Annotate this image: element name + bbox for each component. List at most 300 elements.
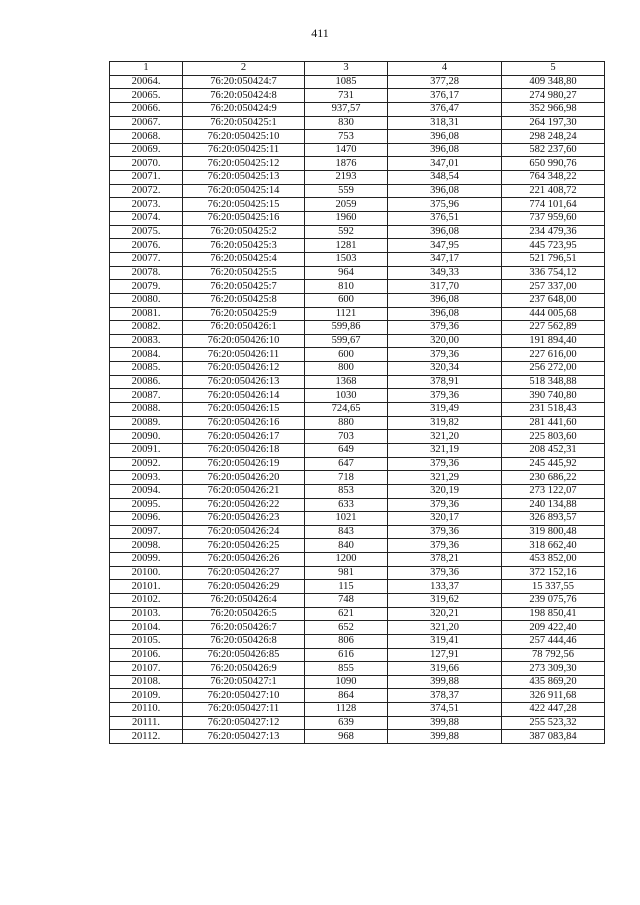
cell-area: 599,67 — [305, 334, 388, 348]
cell-row-number: 20085. — [110, 362, 183, 376]
table-row — [110, 566, 605, 580]
cell-rate: 321,29 — [388, 471, 502, 485]
cell-area: 810 — [305, 280, 388, 294]
table-row — [110, 430, 605, 444]
cell-value: 319 800,48 — [502, 525, 605, 539]
cell-rate: 396,08 — [388, 143, 502, 157]
cell-area: 968 — [305, 730, 388, 744]
cell-row-number: 20084. — [110, 348, 183, 362]
cell-value: 521 796,51 — [502, 252, 605, 266]
cadastral-table — [109, 61, 605, 744]
cell-row-number: 20066. — [110, 102, 183, 116]
cell-value: 257 337,00 — [502, 280, 605, 294]
cell-value: 352 966,98 — [502, 102, 605, 116]
cell-cadastral-number: 76:20:050427:11 — [183, 703, 305, 717]
table-row — [110, 212, 605, 226]
cell-value: 326 911,68 — [502, 689, 605, 703]
cell-rate: 375,96 — [388, 198, 502, 212]
cell-value: 435 869,20 — [502, 675, 605, 689]
table-row — [110, 689, 605, 703]
cell-value: 387 083,84 — [502, 730, 605, 744]
cell-rate: 378,91 — [388, 375, 502, 389]
cell-rate: 379,36 — [388, 498, 502, 512]
cell-area: 600 — [305, 348, 388, 362]
table-row — [110, 307, 605, 321]
cell-value: 444 005,68 — [502, 307, 605, 321]
cell-area: 753 — [305, 130, 388, 144]
cell-cadastral-number: 76:20:050425:9 — [183, 307, 305, 321]
header-cell-4: 4 — [388, 62, 502, 76]
table-row — [110, 252, 605, 266]
cell-row-number: 20073. — [110, 198, 183, 212]
cell-cadastral-number: 76:20:050425:11 — [183, 143, 305, 157]
cell-cadastral-number: 76:20:050427:10 — [183, 689, 305, 703]
cell-cadastral-number: 76:20:050426:85 — [183, 648, 305, 662]
cell-row-number: 20109. — [110, 689, 183, 703]
table-row — [110, 416, 605, 430]
cell-row-number: 20094. — [110, 484, 183, 498]
table-row — [110, 280, 605, 294]
cell-row-number: 20088. — [110, 403, 183, 417]
cell-cadastral-number: 76:20:050424:9 — [183, 102, 305, 116]
cell-cadastral-number: 76:20:050426:5 — [183, 607, 305, 621]
cell-area: 1128 — [305, 703, 388, 717]
cell-row-number: 20075. — [110, 225, 183, 239]
table-row — [110, 375, 605, 389]
cell-area: 616 — [305, 648, 388, 662]
cell-rate: 319,62 — [388, 593, 502, 607]
cell-rate: 349,33 — [388, 266, 502, 280]
cell-cadastral-number: 76:20:050425:2 — [183, 225, 305, 239]
cell-cadastral-number: 76:20:050426:20 — [183, 471, 305, 485]
cell-rate: 396,08 — [388, 184, 502, 198]
cell-row-number: 20108. — [110, 675, 183, 689]
cell-row-number: 20082. — [110, 321, 183, 335]
cell-cadastral-number: 76:20:050426:24 — [183, 525, 305, 539]
cell-rate: 317,70 — [388, 280, 502, 294]
cell-row-number: 20068. — [110, 130, 183, 144]
cell-row-number: 20076. — [110, 239, 183, 253]
cell-row-number: 20092. — [110, 457, 183, 471]
cell-cadastral-number: 76:20:050426:17 — [183, 430, 305, 444]
cell-rate: 399,88 — [388, 716, 502, 730]
cell-value: 273 309,30 — [502, 662, 605, 676]
cell-area: 1503 — [305, 252, 388, 266]
cell-area: 864 — [305, 689, 388, 703]
cell-row-number: 20070. — [110, 157, 183, 171]
cell-value: 221 408,72 — [502, 184, 605, 198]
cell-value: 264 197,30 — [502, 116, 605, 130]
cell-rate: 376,17 — [388, 89, 502, 103]
table-row — [110, 580, 605, 594]
cell-value: 257 444,46 — [502, 634, 605, 648]
header-row — [110, 62, 605, 76]
cell-value: 774 101,64 — [502, 198, 605, 212]
cell-area: 1200 — [305, 553, 388, 567]
cell-area: 731 — [305, 89, 388, 103]
table-row — [110, 539, 605, 553]
cell-row-number: 20065. — [110, 89, 183, 103]
cell-area: 937,57 — [305, 102, 388, 116]
cell-area: 1470 — [305, 143, 388, 157]
cell-area: 1368 — [305, 375, 388, 389]
cell-rate: 396,08 — [388, 130, 502, 144]
table-row — [110, 512, 605, 526]
cell-rate: 379,36 — [388, 457, 502, 471]
cell-rate: 374,51 — [388, 703, 502, 717]
cell-value: 256 272,00 — [502, 362, 605, 376]
cell-row-number: 20078. — [110, 266, 183, 280]
cell-value: 582 237,60 — [502, 143, 605, 157]
table-row — [110, 634, 605, 648]
cell-row-number: 20101. — [110, 580, 183, 594]
cell-rate: 319,41 — [388, 634, 502, 648]
table-row — [110, 730, 605, 744]
cell-cadastral-number: 76:20:050426:13 — [183, 375, 305, 389]
cell-rate: 321,20 — [388, 621, 502, 635]
cell-row-number: 20112. — [110, 730, 183, 744]
cell-value: 518 348,88 — [502, 375, 605, 389]
table-row — [110, 171, 605, 185]
cell-area: 633 — [305, 498, 388, 512]
cell-area: 115 — [305, 580, 388, 594]
cell-cadastral-number: 76:20:050425:8 — [183, 293, 305, 307]
cell-value: 230 686,22 — [502, 471, 605, 485]
cell-rate: 318,31 — [388, 116, 502, 130]
cell-rate: 399,88 — [388, 730, 502, 744]
cell-row-number: 20104. — [110, 621, 183, 635]
cell-cadastral-number: 76:20:050426:26 — [183, 553, 305, 567]
cell-rate: 127,91 — [388, 648, 502, 662]
table-row — [110, 389, 605, 403]
cell-area: 1876 — [305, 157, 388, 171]
cell-cadastral-number: 76:20:050425:10 — [183, 130, 305, 144]
cell-cadastral-number: 76:20:050426:29 — [183, 580, 305, 594]
cell-cadastral-number: 76:20:050427:13 — [183, 730, 305, 744]
cell-row-number: 20107. — [110, 662, 183, 676]
cell-cadastral-number: 76:20:050426:22 — [183, 498, 305, 512]
cell-row-number: 20095. — [110, 498, 183, 512]
cell-value: 318 662,40 — [502, 539, 605, 553]
cell-rate: 347,95 — [388, 239, 502, 253]
cell-area: 964 — [305, 266, 388, 280]
table-row — [110, 102, 605, 116]
cell-cadastral-number: 76:20:050425:12 — [183, 157, 305, 171]
cell-area: 703 — [305, 430, 388, 444]
cell-row-number: 20071. — [110, 171, 183, 185]
cell-area: 1030 — [305, 389, 388, 403]
cell-row-number: 20090. — [110, 430, 183, 444]
cell-value: 198 850,41 — [502, 607, 605, 621]
cell-row-number: 20096. — [110, 512, 183, 526]
cell-rate: 347,17 — [388, 252, 502, 266]
cell-cadastral-number: 76:20:050426:16 — [183, 416, 305, 430]
cell-rate: 379,36 — [388, 566, 502, 580]
cell-rate: 378,37 — [388, 689, 502, 703]
cell-cadastral-number: 76:20:050426:19 — [183, 457, 305, 471]
cell-row-number: 20074. — [110, 212, 183, 226]
cell-value: 764 348,22 — [502, 171, 605, 185]
cell-row-number: 20083. — [110, 334, 183, 348]
table-row — [110, 157, 605, 171]
cell-cadastral-number: 76:20:050426:9 — [183, 662, 305, 676]
cell-row-number: 20081. — [110, 307, 183, 321]
cell-cadastral-number: 76:20:050426:15 — [183, 403, 305, 417]
cell-value: 225 803,60 — [502, 430, 605, 444]
cell-rate: 319,49 — [388, 403, 502, 417]
table-row — [110, 484, 605, 498]
cell-cadastral-number: 76:20:050426:10 — [183, 334, 305, 348]
cell-cadastral-number: 76:20:050425:7 — [183, 280, 305, 294]
cell-rate: 376,51 — [388, 212, 502, 226]
cell-rate: 396,08 — [388, 293, 502, 307]
cell-value: 390 740,80 — [502, 389, 605, 403]
cell-value: 281 441,60 — [502, 416, 605, 430]
table-row — [110, 471, 605, 485]
cell-area: 806 — [305, 634, 388, 648]
cell-rate: 320,00 — [388, 334, 502, 348]
cell-rate: 319,82 — [388, 416, 502, 430]
cell-area: 853 — [305, 484, 388, 498]
cell-area: 2059 — [305, 198, 388, 212]
cell-cadastral-number: 76:20:050424:8 — [183, 89, 305, 103]
cell-area: 880 — [305, 416, 388, 430]
cell-value: 372 152,16 — [502, 566, 605, 580]
cell-area: 599,86 — [305, 321, 388, 335]
cell-value: 422 447,28 — [502, 703, 605, 717]
cell-row-number: 20091. — [110, 443, 183, 457]
table-row — [110, 457, 605, 471]
cell-area: 2193 — [305, 171, 388, 185]
cell-row-number: 20103. — [110, 607, 183, 621]
cell-area: 840 — [305, 539, 388, 553]
cell-area: 1085 — [305, 75, 388, 89]
cell-cadastral-number: 76:20:050426:1 — [183, 321, 305, 335]
header-cell-1: 1 — [110, 62, 183, 76]
table-row — [110, 225, 605, 239]
cell-row-number: 20099. — [110, 553, 183, 567]
cell-cadastral-number: 76:20:050426:12 — [183, 362, 305, 376]
cell-row-number: 20111. — [110, 716, 183, 730]
table-row — [110, 293, 605, 307]
table-row — [110, 75, 605, 89]
cell-value: 231 518,43 — [502, 403, 605, 417]
cell-area: 1021 — [305, 512, 388, 526]
header-cell-3: 3 — [305, 62, 388, 76]
cell-value: 650 990,76 — [502, 157, 605, 171]
cell-area: 639 — [305, 716, 388, 730]
cell-cadastral-number: 76:20:050426:11 — [183, 348, 305, 362]
cell-rate: 348,54 — [388, 171, 502, 185]
cell-area: 1960 — [305, 212, 388, 226]
cell-value: 234 479,36 — [502, 225, 605, 239]
cell-row-number: 20106. — [110, 648, 183, 662]
table-row — [110, 239, 605, 253]
cell-row-number: 20110. — [110, 703, 183, 717]
cell-cadastral-number: 76:20:050426:4 — [183, 593, 305, 607]
cell-row-number: 20097. — [110, 525, 183, 539]
cell-value: 445 723,95 — [502, 239, 605, 253]
cell-cadastral-number: 76:20:050426:25 — [183, 539, 305, 553]
cell-row-number: 20079. — [110, 280, 183, 294]
cell-cadastral-number: 76:20:050426:23 — [183, 512, 305, 526]
cell-cadastral-number: 76:20:050425:15 — [183, 198, 305, 212]
table-row — [110, 648, 605, 662]
cell-rate: 376,47 — [388, 102, 502, 116]
table-row — [110, 130, 605, 144]
cell-row-number: 20100. — [110, 566, 183, 580]
cell-area: 748 — [305, 593, 388, 607]
cell-row-number: 20077. — [110, 252, 183, 266]
cell-value: 273 122,07 — [502, 484, 605, 498]
cell-area: 652 — [305, 621, 388, 635]
cell-value: 274 980,27 — [502, 89, 605, 103]
cell-rate: 377,28 — [388, 75, 502, 89]
table-body — [110, 75, 605, 743]
cell-row-number: 20093. — [110, 471, 183, 485]
cell-rate: 379,36 — [388, 321, 502, 335]
cell-cadastral-number: 76:20:050427:12 — [183, 716, 305, 730]
table-row — [110, 703, 605, 717]
table-row — [110, 443, 605, 457]
cell-area: 855 — [305, 662, 388, 676]
cell-cadastral-number: 76:20:050425:13 — [183, 171, 305, 185]
cell-row-number: 20105. — [110, 634, 183, 648]
table-row — [110, 266, 605, 280]
cell-row-number: 20087. — [110, 389, 183, 403]
cell-cadastral-number: 76:20:050426:27 — [183, 566, 305, 580]
table-row — [110, 334, 605, 348]
cell-value: 326 893,57 — [502, 512, 605, 526]
cell-rate: 378,21 — [388, 553, 502, 567]
cell-area: 981 — [305, 566, 388, 580]
cell-rate: 379,36 — [388, 539, 502, 553]
cell-value: 15 337,55 — [502, 580, 605, 594]
cell-value: 298 248,24 — [502, 130, 605, 144]
cell-value: 453 852,00 — [502, 553, 605, 567]
table-row — [110, 403, 605, 417]
table-row — [110, 143, 605, 157]
cell-rate: 320,17 — [388, 512, 502, 526]
table-row — [110, 607, 605, 621]
table-row — [110, 621, 605, 635]
header-cell-5: 5 — [502, 62, 605, 76]
cell-area: 843 — [305, 525, 388, 539]
cell-rate: 347,01 — [388, 157, 502, 171]
table-row — [110, 662, 605, 676]
cell-cadastral-number: 76:20:050425:14 — [183, 184, 305, 198]
cell-row-number: 20089. — [110, 416, 183, 430]
cell-row-number: 20086. — [110, 375, 183, 389]
cell-area: 724,65 — [305, 403, 388, 417]
cell-cadastral-number: 76:20:050425:3 — [183, 239, 305, 253]
table-row — [110, 593, 605, 607]
cell-rate: 396,08 — [388, 225, 502, 239]
cell-area: 649 — [305, 443, 388, 457]
cell-row-number: 20069. — [110, 143, 183, 157]
cell-rate: 379,36 — [388, 348, 502, 362]
cell-rate: 133,37 — [388, 580, 502, 594]
cell-row-number: 20072. — [110, 184, 183, 198]
cell-value: 209 422,40 — [502, 621, 605, 635]
cell-cadastral-number: 76:20:050426:21 — [183, 484, 305, 498]
cell-area: 718 — [305, 471, 388, 485]
cell-value: 240 134,88 — [502, 498, 605, 512]
cell-value: 255 523,32 — [502, 716, 605, 730]
cell-cadastral-number: 76:20:050426:18 — [183, 443, 305, 457]
cell-value: 208 452,31 — [502, 443, 605, 457]
cell-cadastral-number: 76:20:050425:1 — [183, 116, 305, 130]
cell-rate: 320,34 — [388, 362, 502, 376]
cell-area: 830 — [305, 116, 388, 130]
cell-rate: 379,36 — [388, 389, 502, 403]
cell-value: 78 792,56 — [502, 648, 605, 662]
cell-cadastral-number: 76:20:050425:5 — [183, 266, 305, 280]
cell-value: 409 348,80 — [502, 75, 605, 89]
table-row — [110, 498, 605, 512]
cell-row-number: 20064. — [110, 75, 183, 89]
table-row — [110, 362, 605, 376]
cell-value: 239 075,76 — [502, 593, 605, 607]
cell-rate: 399,88 — [388, 675, 502, 689]
cell-row-number: 20098. — [110, 539, 183, 553]
cell-rate: 379,36 — [388, 525, 502, 539]
cell-area: 592 — [305, 225, 388, 239]
cell-cadastral-number: 76:20:050426:7 — [183, 621, 305, 635]
cell-area: 647 — [305, 457, 388, 471]
table-row — [110, 198, 605, 212]
cell-rate: 321,20 — [388, 430, 502, 444]
table-row — [110, 321, 605, 335]
cell-area: 1090 — [305, 675, 388, 689]
cell-rate: 319,66 — [388, 662, 502, 676]
cell-area: 1281 — [305, 239, 388, 253]
table-row — [110, 89, 605, 103]
cell-cadastral-number: 76:20:050425:4 — [183, 252, 305, 266]
table-row — [110, 716, 605, 730]
cell-area: 800 — [305, 362, 388, 376]
cell-area: 1121 — [305, 307, 388, 321]
cell-rate: 320,21 — [388, 607, 502, 621]
cell-cadastral-number: 76:20:050426:14 — [183, 389, 305, 403]
cell-row-number: 20067. — [110, 116, 183, 130]
page-number: 411 — [311, 26, 329, 40]
cell-value: 227 562,89 — [502, 321, 605, 335]
cell-rate: 321,19 — [388, 443, 502, 457]
table-row — [110, 116, 605, 130]
table-row — [110, 348, 605, 362]
cell-value: 336 754,12 — [502, 266, 605, 280]
cell-value: 191 894,40 — [502, 334, 605, 348]
cell-cadastral-number: 76:20:050427:1 — [183, 675, 305, 689]
cell-row-number: 20102. — [110, 593, 183, 607]
header-cell-2: 2 — [183, 62, 305, 76]
cell-area: 600 — [305, 293, 388, 307]
cell-cadastral-number: 76:20:050425:16 — [183, 212, 305, 226]
cell-rate: 396,08 — [388, 307, 502, 321]
table-row — [110, 184, 605, 198]
cell-cadastral-number: 76:20:050426:8 — [183, 634, 305, 648]
cell-cadastral-number: 76:20:050424:7 — [183, 75, 305, 89]
cell-value: 737 959,60 — [502, 212, 605, 226]
cell-area: 559 — [305, 184, 388, 198]
cell-value: 227 616,00 — [502, 348, 605, 362]
cell-rate: 320,19 — [388, 484, 502, 498]
table-row — [110, 675, 605, 689]
cell-value: 245 445,92 — [502, 457, 605, 471]
cell-area: 621 — [305, 607, 388, 621]
table-row — [110, 553, 605, 567]
